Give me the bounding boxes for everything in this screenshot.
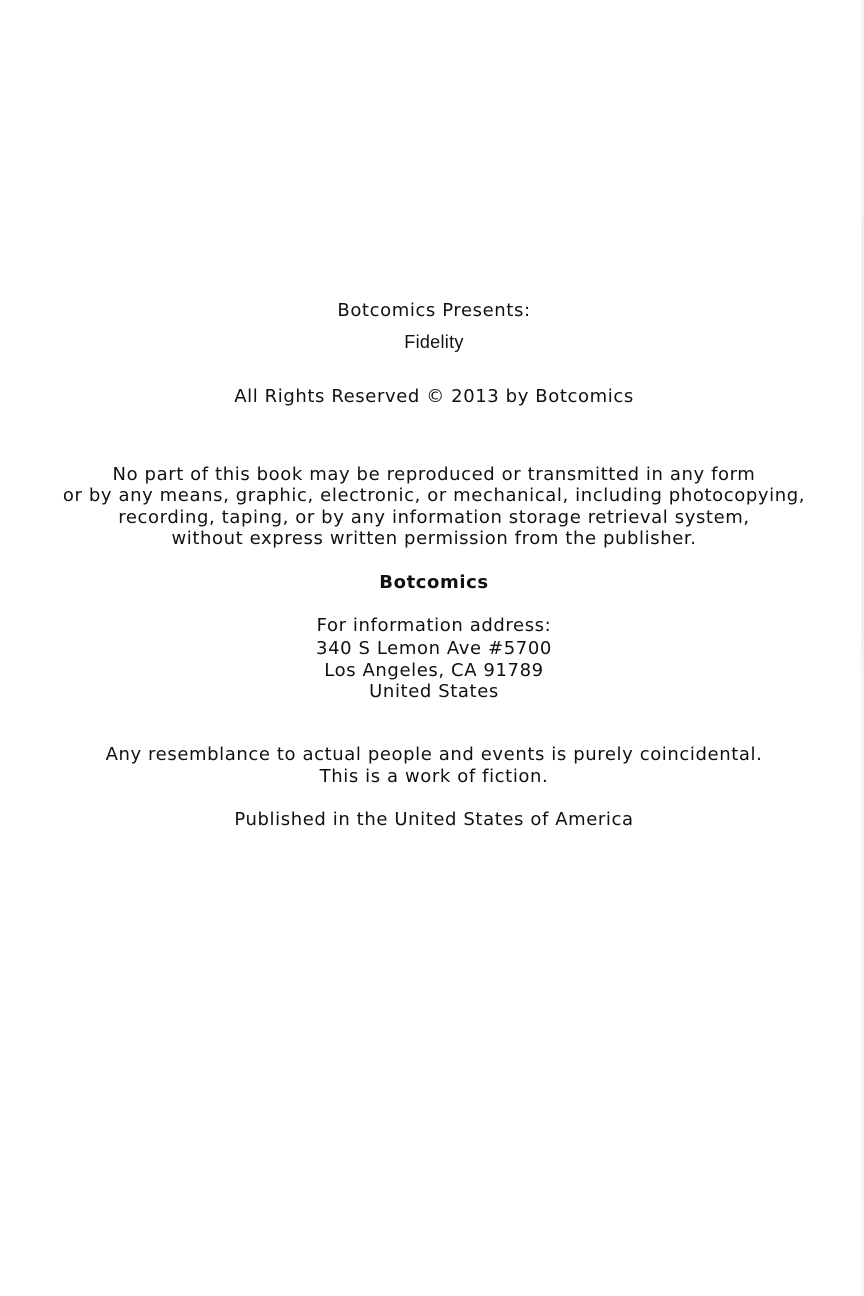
notice-line: or by any means, graphic, electronic, or mechanical, including photocopying,: [62, 485, 806, 506]
address-line: 340 S Lemon Ave #5700: [316, 638, 552, 659]
disclaimer-line: This is a work of fiction.: [319, 766, 549, 787]
presents-line: Botcomics Presents:: [337, 300, 531, 321]
notice-line: recording, taping, or by any information storage retrieval system,: [118, 507, 750, 528]
address-intro: For information address:: [316, 615, 552, 636]
published-line: Published in the United States of America: [234, 809, 634, 830]
address-line: United States: [369, 681, 499, 702]
copyright-line: All Rights Reserved © 2013 by Botcomics: [234, 386, 634, 407]
notice-line: No part of this book may be reproduced or transmitted in any form: [112, 464, 756, 485]
publisher-name: Botcomics: [379, 572, 489, 593]
address-line: Los Angeles, CA 91789: [324, 660, 544, 681]
book-title: Fidelity: [404, 332, 464, 352]
notice-line: without express written permission from the publisher.: [171, 528, 697, 549]
disclaimer-line: Any resemblance to actual people and events is purely coincidental.: [105, 744, 763, 765]
